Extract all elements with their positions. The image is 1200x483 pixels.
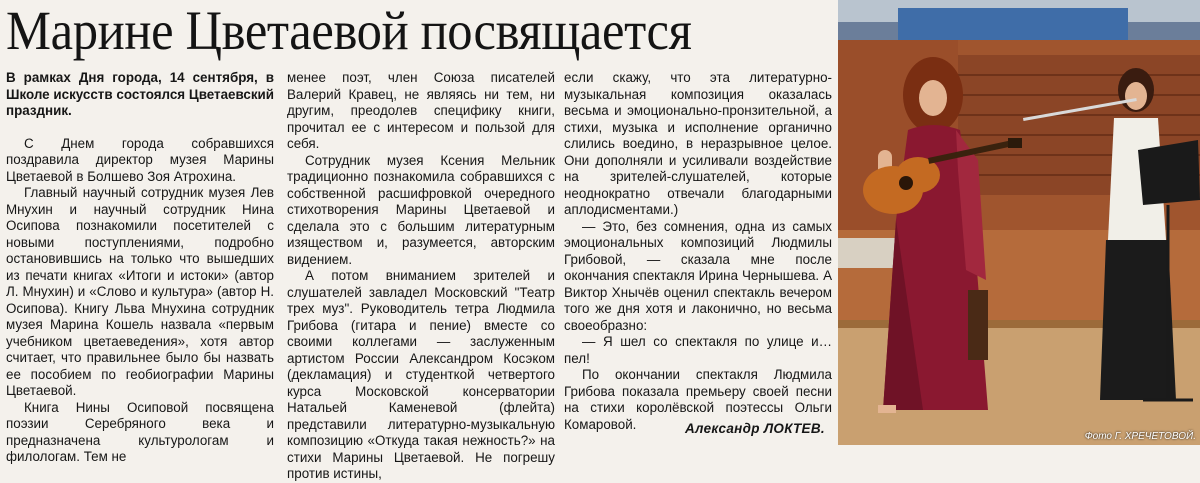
article-paragraph: если скажу, что эта литературно-музыкальная композиция оказалась весьма и эмоционально-пронзительной, а стихи, музыка и исполнение органично слились воедино, в неразрывное целое. Они дополняли и усиливали воздействие на зрителей-слушателей, которые неоднократно отвечали благодарными аплодисментами.) <box>564 70 832 217</box>
article-paragraph: С Днем города собравшихся поздравила директор музея Марины Цветаевой в Болшево Зоя Атрохина. <box>6 135 274 184</box>
article-paragraph: — Я шел со спектакля по улице и… пел! <box>564 334 832 366</box>
article-paragraph: Главный научный сотрудник музея Лев Мнухин и научный сотрудник Нина Осипова познакомили посетителей с новыми поступлениями, подробно остановившись на только что вышедших из печати книгах «Итоги и истоки» (автор Л. Мнухин) и «Слово и культура» (автор Н. Осипова). Книгу Льва Мнухина сотрудник музея Марина Кошель назвала «первым учебником цветаеведения», хотя автор считает, что правильнее было бы назвать ее пособием по геобиографии Марины Цветаевой. <box>6 185 274 398</box>
article-paragraph: Сотрудник музея Ксения Мельник традиционно познакомила собравшихся с собственной расшифровкой очередного стихотворения Марины Цветаевой и сделала это с большим литературным изяществом и, разумеется, авторским видением. <box>287 152 555 267</box>
headline: Марине Цветаевой посвящается <box>6 0 692 61</box>
article-paragraph: А потом вниманием зрителей и слушателей завладел Московский "Театр трех муз". Руководитель тетра Людмила Грибова (гитара и пение) вместе со своими коллегами — заслуженным артистом России Александром Косэком (декламация) и студенткой четвертого курса Московской консерватории Натальей Каменевой (флейта) представили литературно-музыкальную композицию «Откуда такая нежность?» на стихи Марины Цветаевой. Не погрешу против истины, <box>287 268 555 481</box>
column-2-body <box>287 70 555 483</box>
photo-illustration <box>838 0 1200 445</box>
article-paragraph: По окончании спектакля Людмила Грибова показала премьеру своей песни на стихи королёвской поэтессы Ольги Комаровой. <box>564 367 832 432</box>
column-1-body <box>6 136 274 466</box>
article-column-1 <box>6 70 274 466</box>
article-lead: В рамках Дня города, 14 сентября, в Школе искусств состоялся Цветаевский праздник. <box>6 70 274 118</box>
performance-photo <box>838 0 1200 445</box>
article-paragraph: менее поэт, член Союза писателей Валерий Кравец, не являясь ни тем, ни другим, преодолев специфику книги, прочитал ее с интересом и пользой для себя. <box>287 70 555 151</box>
article-paragraph: Книга Нины Осиповой посвящена поэзии Серебряного века и предназначена культурологам и филологам. Тем не <box>6 399 274 464</box>
author-byline: Александр ЛОКТЕВ. <box>685 421 825 436</box>
article-paragraph: — Это, без сомнения, одна из самых эмоциональных композиций Людмилы Грибовой, — сказала мне после окончания спектакля Ирина Чернышева. А Виктор Хнычёв оценил спектакль вечером того же дня хотя и лаконично, но весьма своеобразно: <box>564 218 832 333</box>
photo-credit: Фото Г. ХРЕЧЕТОВОЙ. <box>1084 431 1196 442</box>
article-column-2 <box>287 70 555 483</box>
column-3-body <box>564 70 832 433</box>
article-column-3 <box>564 70 832 433</box>
